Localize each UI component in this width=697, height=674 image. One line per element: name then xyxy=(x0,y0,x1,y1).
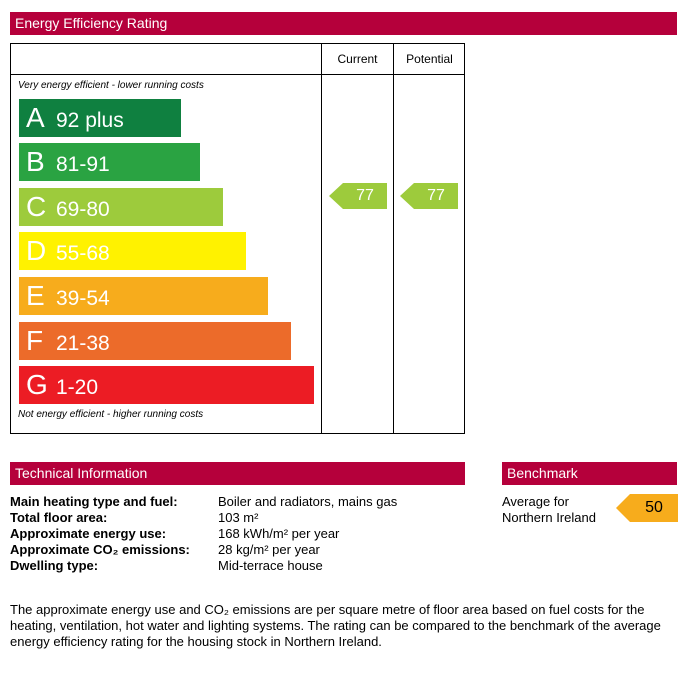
potential-column-divider xyxy=(393,44,394,433)
benchmark-description xyxy=(502,494,596,526)
band-letter: D xyxy=(26,235,47,266)
footnote: The approximate energy use and CO₂ emissions are per square metre of floor area based on fuel costs for the heating, ventilation, hot water and lighting systems. The rating can be compared to the benchmark of the average energy efficiency rating for the housing stock in Northern Ireland. xyxy=(10,602,661,649)
top-caption: Very energy efficient - lower running costs xyxy=(18,80,204,91)
technical-information-header xyxy=(10,462,465,485)
potential-column-heading: Potential xyxy=(406,52,453,66)
band-letter: F xyxy=(26,325,44,356)
band-g xyxy=(19,366,314,404)
eer-header-title: Energy Efficiency Rating xyxy=(15,15,168,31)
benchmark-header-title: Benchmark xyxy=(507,465,578,481)
band-letter: E xyxy=(26,280,45,311)
benchmark-header xyxy=(502,462,677,485)
header-row-divider xyxy=(11,74,464,75)
tech-label: Dwelling type: xyxy=(10,558,99,573)
band-d xyxy=(19,232,246,270)
tech-label: Approximate CO₂ emissions: xyxy=(10,542,190,557)
tech-value: Boiler and radiators, mains gas xyxy=(218,494,398,509)
band-f xyxy=(19,322,291,360)
potential-rating-value: 77 xyxy=(427,187,445,204)
tech-label: Main heating type and fuel: xyxy=(10,494,178,509)
current-rating-arrow xyxy=(329,183,387,209)
band-range: 21-38 xyxy=(56,332,110,355)
band-b xyxy=(19,143,200,181)
bottom-caption: Not energy efficient - higher running costs xyxy=(18,409,204,420)
potential-rating-arrow xyxy=(400,183,458,209)
current-column-divider xyxy=(321,44,322,433)
benchmark-line-2: Northern Ireland xyxy=(502,510,596,525)
band-letter: C xyxy=(26,191,47,222)
tech-value: 103 m² xyxy=(218,510,259,525)
band-a xyxy=(19,99,181,137)
band-letter: G xyxy=(26,369,48,400)
energy-efficiency-rating-header xyxy=(10,12,677,35)
band-e xyxy=(19,277,268,315)
tech-value: Mid-terrace house xyxy=(218,558,323,573)
current-rating-value: 77 xyxy=(356,187,374,204)
benchmark-arrow xyxy=(616,494,678,522)
current-column-heading: Current xyxy=(337,52,378,66)
tech-label: Approximate energy use: xyxy=(10,526,167,541)
band-letter: B xyxy=(26,146,45,177)
benchmark-value: 50 xyxy=(645,499,663,516)
band-letter: A xyxy=(26,102,45,133)
tech-value: 168 kWh/m² per year xyxy=(218,526,340,541)
tech-value: 28 kg/m² per year xyxy=(218,542,320,557)
band-range: 1-20 xyxy=(56,376,99,399)
benchmark-line-1: Average for xyxy=(502,494,569,509)
band-range: 81-91 xyxy=(56,153,110,176)
band-range: 92 plus xyxy=(56,109,124,132)
band-range: 39-54 xyxy=(56,287,110,310)
rating-chart xyxy=(10,43,465,434)
technical-header-title: Technical Information xyxy=(15,465,148,481)
tech-label: Total floor area: xyxy=(10,510,108,525)
band-c xyxy=(19,188,223,226)
band-range: 55-68 xyxy=(56,242,110,265)
band-range: 69-80 xyxy=(56,198,110,221)
